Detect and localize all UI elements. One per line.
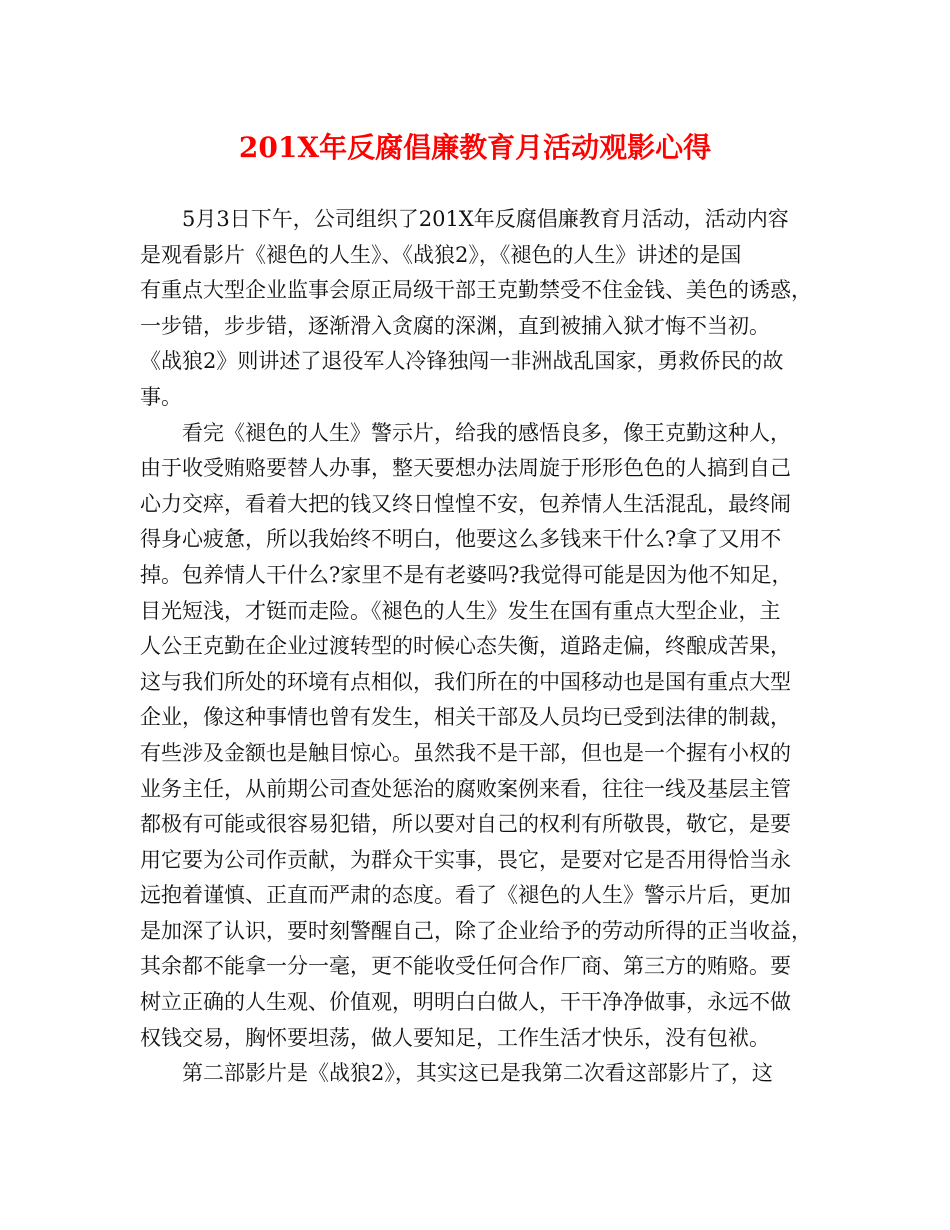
text-line: 业务主任，从前期公司查处惩治的腐败案例来看，往往一线及基层主管 bbox=[140, 776, 791, 801]
text-line: 有些涉及金额也是触目惊心。虽然我不是干部，但也是一个握有小权的 bbox=[140, 740, 791, 765]
text-line: 树立正确的人生观、价值观，明明白白做人，干干净净做事，永远不做 bbox=[140, 990, 791, 1015]
text-line: 第二部影片是《战狼2》，其实这已是我第二次看这部影片了，这 bbox=[182, 1061, 773, 1086]
text-line: 一步错，步步错，逐渐滑入贪腐的深渊，直到被捕入狱才悔不当初。 bbox=[140, 313, 770, 338]
paragraph-1 bbox=[140, 202, 812, 416]
text-line: 《战狼2》则讲述了退役军人冷锋独闯一非洲战乱国家，勇救侨民的故 bbox=[140, 349, 784, 374]
document-title: 201X年反腐倡廉教育月活动观影心得 bbox=[238, 131, 712, 164]
text-line: 远抱着谨慎、正直而严肃的态度。看了《褪色的人生》警示片后，更加 bbox=[140, 883, 791, 908]
paragraph-2 bbox=[140, 416, 812, 1057]
text-line: 权钱交易，胸怀要坦荡，做人要知足，工作生活才快乐，没有包袱。 bbox=[140, 1025, 770, 1050]
text-line: 是加深了认识，要时刻警醒自己，除了企业给予的劳动所得的正当收益， bbox=[140, 918, 812, 943]
text-line: 其余都不能拿一分一毫，更不能收受任何合作厂商、第三方的贿赂。要 bbox=[140, 954, 791, 979]
text-line: 企业，像这种事情也曾有发生，相关干部及人员均已受到法律的制裁， bbox=[140, 705, 791, 730]
text-line: 由于收受贿赂要替人办事，整天要想办法周旋于形形色色的人搞到自己 bbox=[140, 456, 791, 481]
document-body bbox=[140, 202, 812, 1092]
text-line: 都极有可能或很容易犯错，所以要对自己的权利有所敬畏，敬它，是要 bbox=[140, 812, 791, 837]
text-line: 心力交瘁，看着大把的钱又终日惶惶不安，包养情人生活混乱，最终闹 bbox=[140, 491, 791, 516]
text-line: 这与我们所处的环境有点相似，我们所在的中国移动也是国有重点大型 bbox=[140, 669, 791, 694]
text-line: 目光短浅，才铤而走险。《褪色的人生》发生在国有重点大型企业，主 bbox=[140, 598, 781, 623]
text-line: 是观看影片《褪色的人生》、《战狼2》，《褪色的人生》讲述的是国 bbox=[140, 242, 742, 267]
text-line: 5月3日下午，公司组织了201X年反腐倡廉教育月活动，活动内容 bbox=[182, 207, 789, 231]
text-line: 看完《褪色的人生》警示片，给我的感悟良多，像王克勤这种人， bbox=[182, 420, 791, 445]
paragraph-3 bbox=[140, 1056, 812, 1092]
text-line: 掉。包养情人干什么?家里不是有老婆吗?我觉得可能是因为他不知足， bbox=[140, 562, 793, 587]
text-line: 得身心疲惫，所以我始终不明白，他要这么多钱来干什么?拿了又用不 bbox=[140, 527, 782, 552]
text-line: 有重点大型企业监事会原正局级干部王克勤禁受不住金钱、美色的诱惑， bbox=[140, 278, 812, 303]
text-line: 用它要为公司作贡献，为群众干实事，畏它，是要对它是否用得恰当永 bbox=[140, 847, 791, 872]
text-line: 事。 bbox=[140, 384, 182, 409]
text-line: 人公王克勤在企业过渡转型的时候心态失衡，道路走偏，终酿成苦果， bbox=[140, 634, 791, 659]
